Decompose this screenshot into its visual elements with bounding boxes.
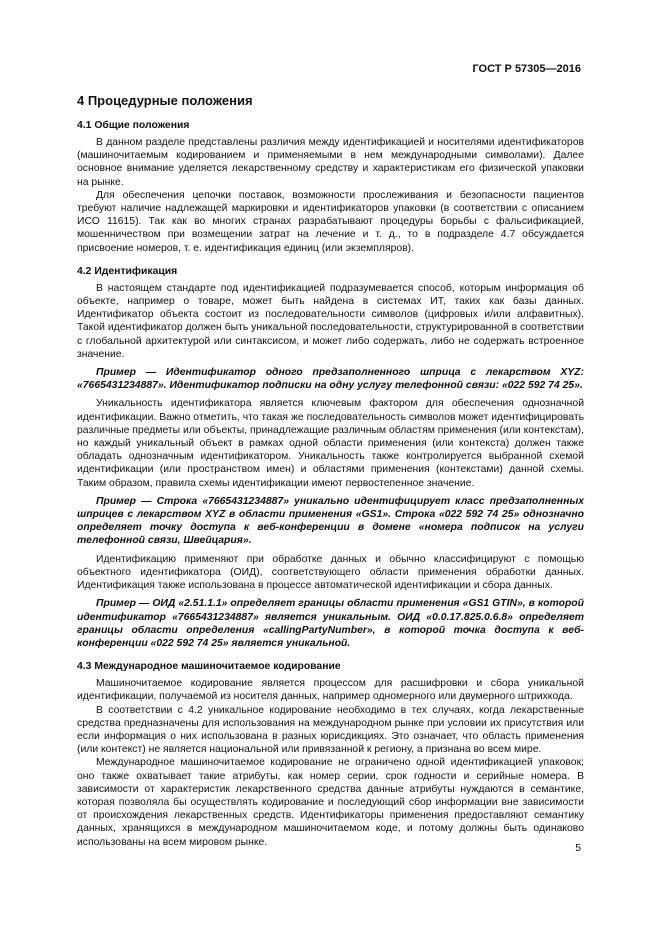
example-note: Пример — Строка «7665431234887» уникально идентифицирует класс предзаполненных шприцев с лекарством XYZ в области применения «GS1». Строка «022 592 74 25» однозначно определяет точку доступа к веб-конференции в домене «номера подписок на услуги телефонной связи, Швейцария». — [77, 495, 584, 547]
section-4-2 — [77, 265, 584, 650]
section-4-3-heading: 4.3 Международное машиночитаемое кодирование — [77, 661, 341, 673]
paragraph: В настоящем стандарте под идентификацией подразумевается способ, которым информация об объекте, например о товаре, может быть найдена в системах ИТ, таких как базы данных. Идентификатор объекта состоит из последовательности символов (цифровых и/или алфавитных). Такой идентификатор должен быть уникальной последовательности, структурированной в соответствии с глобальной архитектурой или синтаксисом, и может либо содержать, либо не содержать встроенное значение. — [77, 282, 584, 360]
paragraph: В соответствии с 4.2 уникальное кодирование необходимо в тех случаях, когда лекарственные средства предназначены для использования на международном рынке при условии их присутствия или если информация о них использована в разных юрисдикциях. Это означает, что область применения (или контекст) не является национальной или привязанной к региону, а признана во всем мире. — [77, 704, 584, 756]
section-4-1 — [77, 119, 584, 255]
paragraph: Уникальность идентификатора является ключевым фактором для обеспечения однозначной идентификации. Важно отметить, что такая же последовательность символов может идентифицировать различные предметы или объекты, принадлежащие различным областям применения (или контекстам), но каждый уникальный объект в рамках одной области применения (или контекста) должен также обладать однозначным идентификатором. Уникальность также контролируется выбранной схемой идентификации (или пространством имен) и областями применения (контекстами) данной схемы. Таким образом, правила схемы идентификации имеют первостепенное значение. — [77, 398, 584, 489]
section-title: 4 Процедурные положения — [77, 93, 253, 108]
paragraph: Для обеспечения цепочки поставок, возможности прослеживания и безопасности пациентов требуют наличие надлежащей маркировки и идентификаторов упаковки (в соответствии с описанием ИСО 11615). Так как во многих странах разрабатывают процедуры борьбы с фальсификацией, мошенничеством при возмещении затрат на лечение и т. д., то в подразделе 4.7 обсуждается присвоение номеров, т. е. идентификация единиц (или экземпляров). — [77, 189, 584, 254]
section-4-2-heading: 4.2 Идентификация — [77, 265, 178, 277]
example-note: Пример — Идентификатор одного предзаполненного шприца с лекарством XYZ: «7665431234887». Идентификатор подписки на одну услугу телефонной связи: «022 592 74 25». — [77, 367, 584, 392]
section-4-1-heading: 4.1 Общие положения — [77, 120, 190, 131]
section-4-3 — [77, 660, 584, 849]
example-note: Пример — ОИД «2.51.1.1» определяет границы области применения «GS1 GTIN», в которой идентификатор «7665431234887» является уникальным. ОИД «0.0.17.825.0.6.8» определяет границы области определения «callingPartyNumber», в которой точка доступа к веб-конференции «022 592 74 25» является уникальной. — [77, 598, 584, 649]
paragraph: Международное машиночитаемое кодирование не ограничено одной идентификацией упаковок; оно также охватывает такие атрибуты, как номер серии, срок годности и серийные номера. В зависимости от характеристик лекарственного средства данные атрибуты нуждаются в семантике, которая позволяла бы осуществлять кодирование и последующий сбор информации вне зависимости от происхождения лекарственных средств. Идентификаторы применения предоставляют семантику данных, хранящихся в международном машиночитаемом коде, и потому должны быть одинаково использованы на всем мировом рынке. — [77, 757, 584, 848]
paragraph: В данном разделе представлены различия между идентификацией и носителями идентификаторов (машиночитаемым кодированием и применяемыми в нем международными символами). Далее основное внимание уделяется лекарственному средству и характеристикам его физической упаковки на рынке. — [77, 137, 584, 188]
page-number: 5 — [575, 843, 581, 854]
standard-code: ГОСТ Р 57305—2016 — [472, 63, 581, 75]
paragraph: Идентификацию применяют при обработке данных и обычно классифицируют с помощью объектного идентификатора (ОИД), соответствующего области применения обработки данных. Идентификация также использована в процессе автоматической идентификации и сбора данных. — [77, 553, 584, 592]
paragraph: Машиночитаемое кодирование является процессом для расшифровки и сбора уникальной идентификации, получаемой из носителя данных, например одномерного или двумерного штрихкода. — [77, 678, 584, 703]
document-body — [77, 93, 584, 849]
